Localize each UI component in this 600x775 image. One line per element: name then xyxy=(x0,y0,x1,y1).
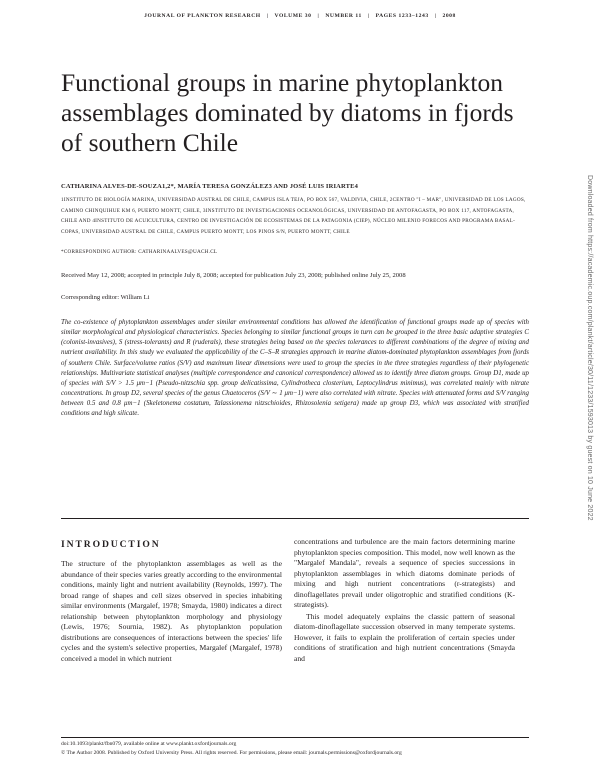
article-title: Functional groups in marine phytoplankton assemblages dominated by diatoms in fjords of southern Chile xyxy=(61,68,514,157)
corresponding-editor: Corresponding editor: William Li xyxy=(61,294,150,301)
paragraph: The structure of the phytoplankton assemblages as well as the abundance of their species varies greatly according to the environmental conditions, mainly light and nutrient availability (Reynolds, 1997). The broad range of shapes and cell sizes observed in species inhabiting similar environments (Margalef, 1978; Smayda, 1980) indicates a direct relationship between phytoplankton morphology and physiology (Lewis, 1976; Sournia, 1982). As phytoplankton population distributions are consequences of interactions between the species' life cycles and the system's selective properties, Margalef (Margalef, 1978) conceived a model in which nutrient xyxy=(61,559,282,663)
doi-line: doi:10.1093/plankt/fbn079, available online at www.plankt.oxfordjournals.org xyxy=(61,741,237,747)
download-watermark: Downloaded from https://academic.oup.com/plankt/article/30/11/1233/1593013 by guest on 10 June 2022 xyxy=(586,175,593,521)
section-heading: INTRODUCTION xyxy=(61,539,161,550)
page-range: PAGES 1233–1243 xyxy=(375,13,429,19)
year: 2008 xyxy=(442,13,456,19)
received-dates: Received May 12, 2008; accepted in principle July 8, 2008; accepted for publication July 23, 2008; published online July 25, 2008 xyxy=(61,272,406,279)
divider xyxy=(61,518,529,519)
separator: | xyxy=(266,13,269,19)
footer-divider xyxy=(61,737,529,738)
body-column-right xyxy=(294,537,515,664)
copyright-line: © The Author 2008. Published by Oxford University Press. All rights reserved. For permissions, please email: journals.permissions@oxfordjournals.org xyxy=(61,750,402,756)
separator: | xyxy=(317,13,320,19)
separator: | xyxy=(367,13,370,19)
separator: | xyxy=(434,13,437,19)
paragraph: This model adequately explains the classic pattern of seasonal diatom-dinoflagellate succession observed in many temperate systems. However, it fails to explain the proliferation of certain species under conditions of stratification and high nutrient concentrations (Smayda and xyxy=(294,611,515,663)
corresponding-author: *CORRESPONDING AUTHOR: CATHARINAALVES@UACH.CL xyxy=(61,249,218,255)
author-list: CATHARINA ALVES-DE-SOUZA1,2*, MARÍA TERESA GONZÁLEZ3 AND JOSÉ LUIS IRIARTE4 xyxy=(61,183,358,190)
running-head xyxy=(0,13,600,19)
journal-name: JOURNAL OF PLANKTON RESEARCH xyxy=(144,13,261,19)
abstract: The co-existence of phytoplankton assemblages under similar environmental conditions has allowed the identification of functional groups made up of species with similar morphological and physiological characteristics. Species belonging to similar functional groups in turn can be grouped in the three basic adaptive strategies C (colonist-invasives), S (stress-tolerants) and R (ruderals), these strategies being based on the species tolerances to different combinations of the degree of mixing and nutrient availability. In this study we evaluated the applicability of the C–S–R strategies approach in marine diatom-dominated phytoplankton assemblages from fjords of southern Chile. Surface/volume ratios (S/V) and maximum linear dimensions were used to group the species in the three strategies regardless of their phylogenetic relationships. Multivariate statistical analyses (multiple correspondence and canonical correspondence) allowed us to identify three diatom groups. Group D1, made up of species with S/V > 1.5 μm−1 (Pseudo-nitzschia spp. group delicatissima, Cylindrotheca closterium, Leptocylindrus minimus), was correlated mainly with nitrate concentrations. In group D2, several species of the genus Chaetoceros (S/V ∼ 1 μm−1) were also correlated with nitrate. Species with attenuated forms and S/V ranging between 0.5 and 0.8 μm−1 (Skeletonema costatum, Talassionema nitzschioides, Rhizosolenia setigera) made up group D3, which was associated with stratified conditions and high silicate. xyxy=(61,319,529,418)
affiliations: 1INSTITUTO DE BIOLOGÍA MARINA, UNIVERSIDAD AUSTRAL DE CHILE, CAMPUS ISLA TEJA, PO BOX 567, VALDIVIA, CHILE, 2CENTRO "I – MAR", UNIVERSIDAD DE LOS LAGOS, CAMINO CHINQUIHUE KM 6, PUERTO MONTT, CHILE, 3INSTITUTO DE INVESTIGACIONES OCEANOLÓGICAS, UNIVERSIDAD DE ANTOFAGASTA, PO BOX 117, ANTOFAGASTA, CHILE AND 4INSTITUTO DE ACUICULTURA, CENTRO DE INVESTIGACIÓN DE ECOSISTEMAS DE LA PATAGONIA (CIEP), NÚCLEO MILENIO FORECOS AND PROGRAMA BASAL-COPAS, UNIVERSIDAD AUSTRAL DE CHILE, CAMPUS PUERTO MONTT, LOS PINOS S/N, PUERTO MONTT, CHILE xyxy=(61,197,526,235)
issue-number: NUMBER 11 xyxy=(325,13,362,19)
body-column-left xyxy=(61,559,282,664)
paragraph: concentrations and turbulence are the main factors determining marine phytoplankton species composition. This model, now well known as the "Margalef Mandala", reveals a sequence of species successions in phytoplankton assemblages in which diatoms dominate periods of mixing and high nutrient concentrations (r-strategists) and dinoflagellates prevail under oligotrophic and stratified conditions (K-strategists). xyxy=(294,537,515,609)
volume: VOLUME 30 xyxy=(274,13,312,19)
